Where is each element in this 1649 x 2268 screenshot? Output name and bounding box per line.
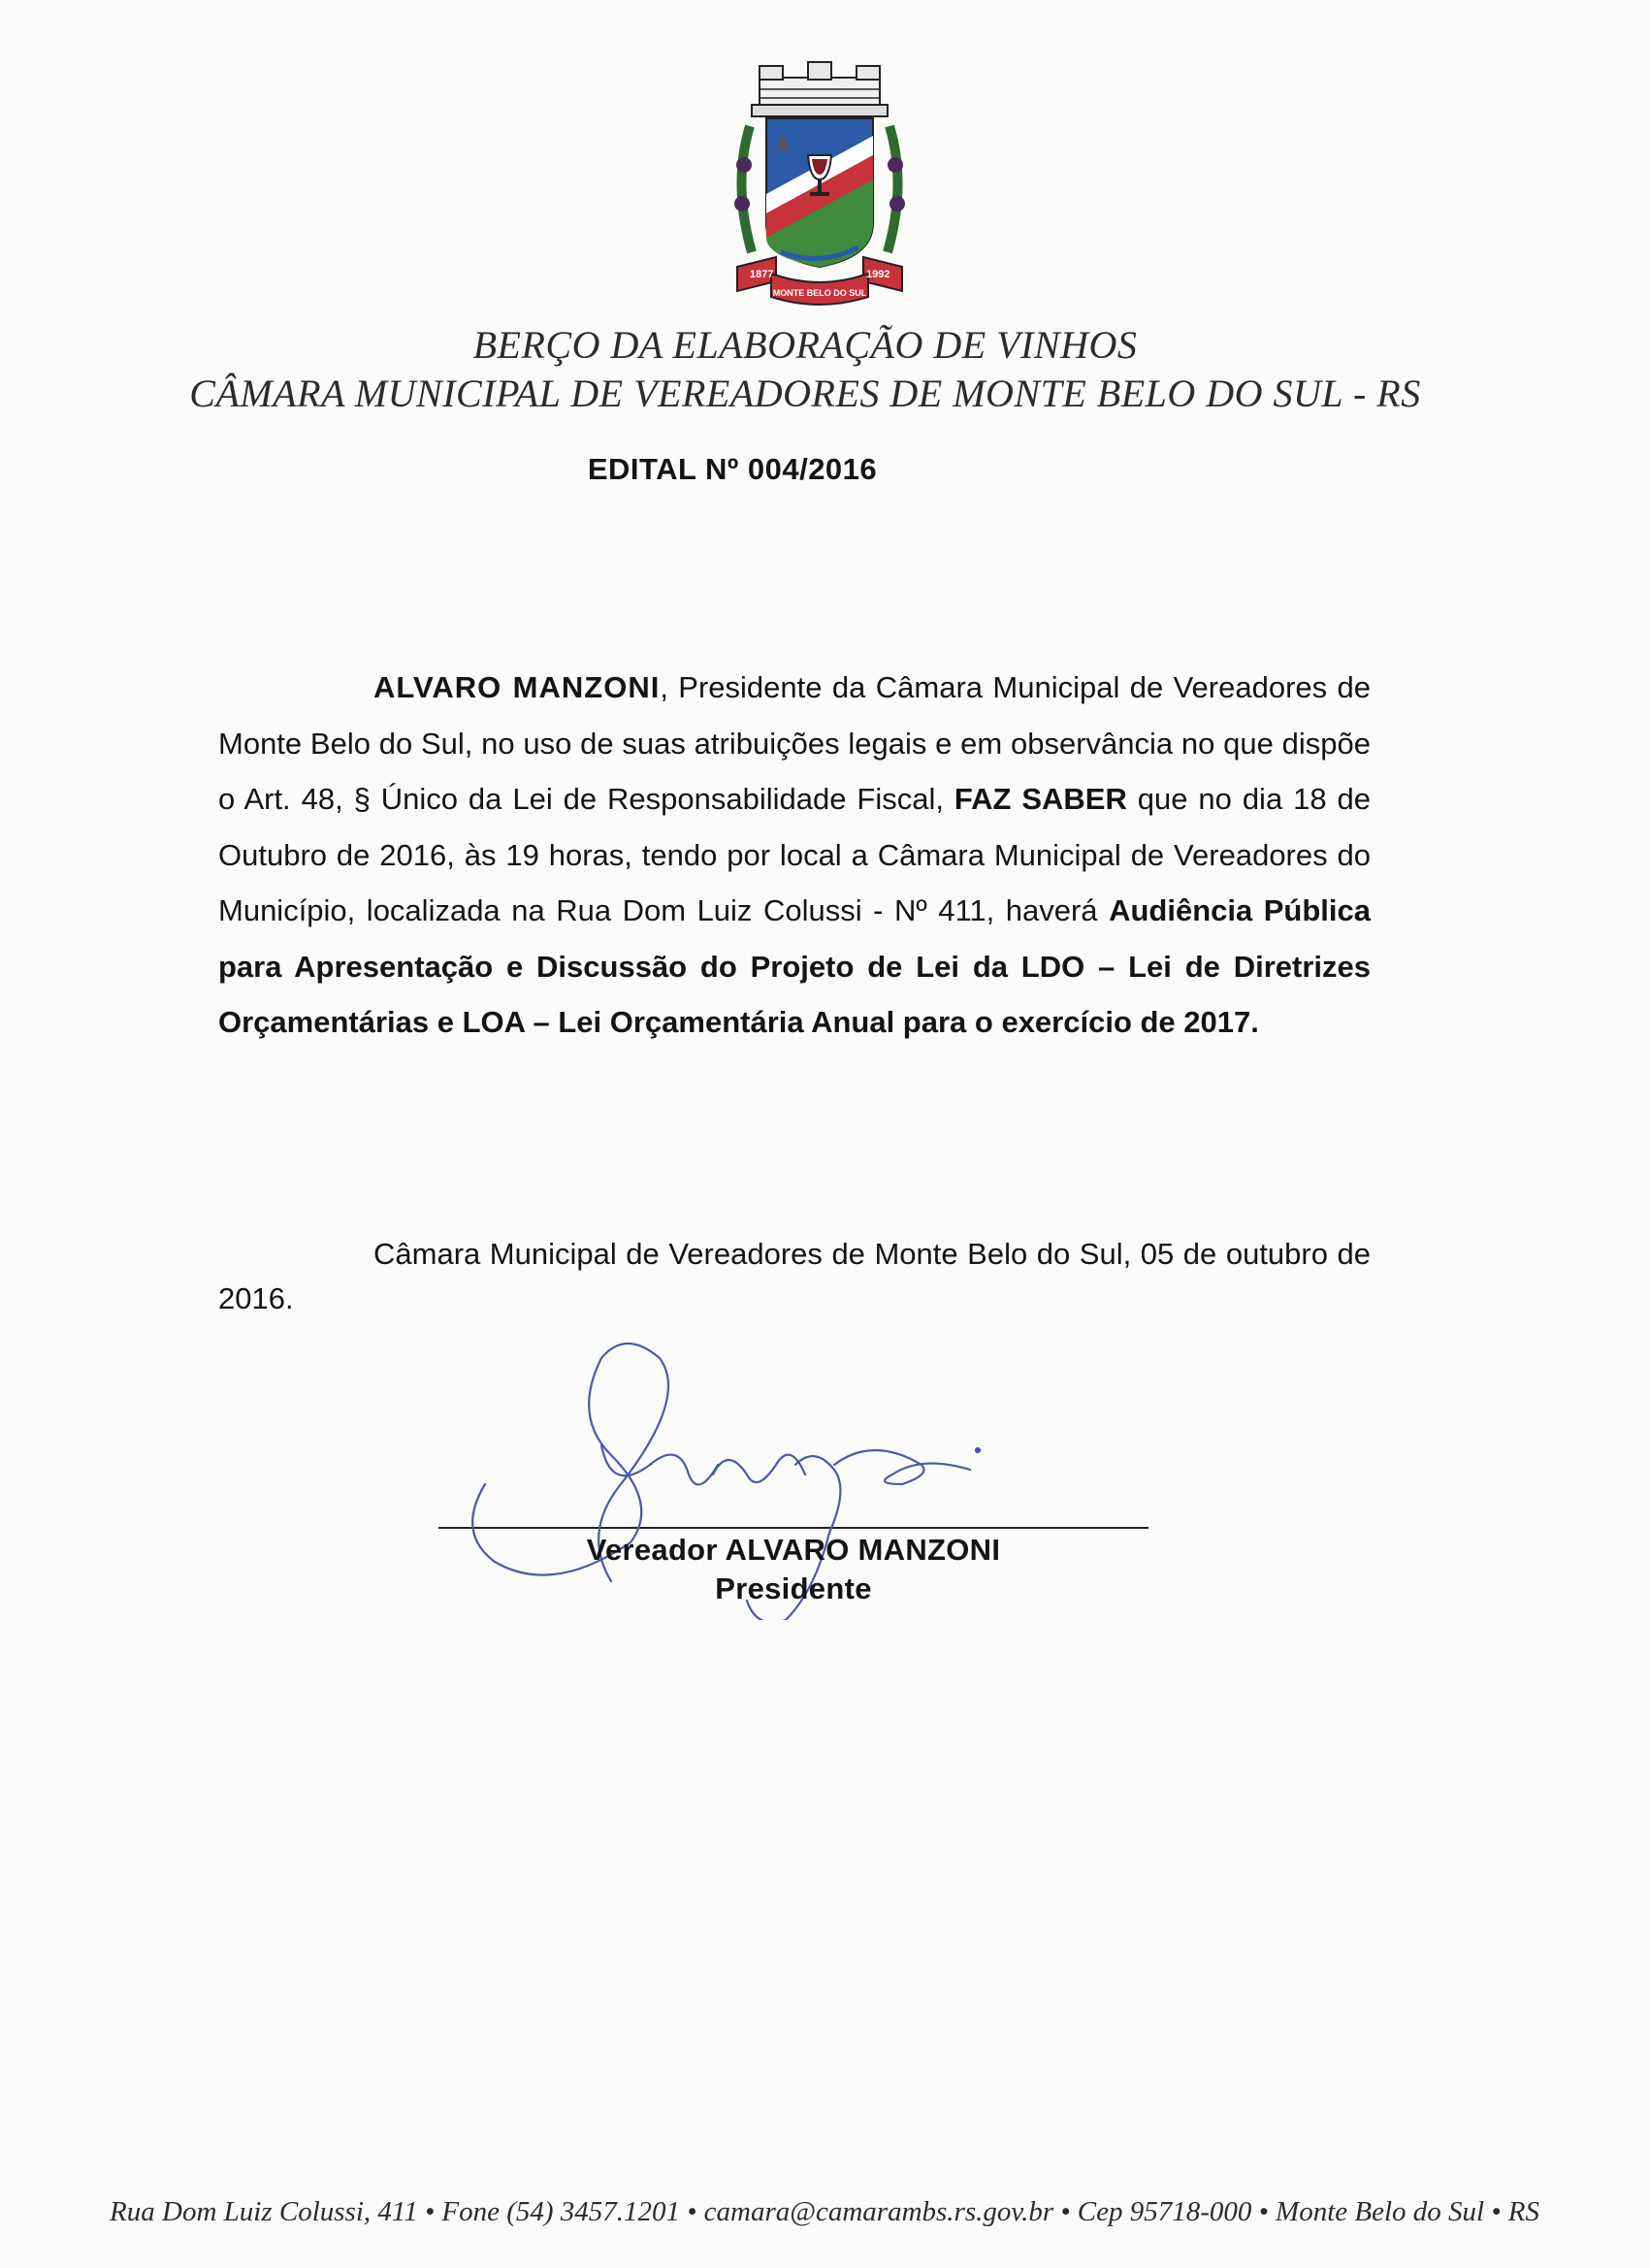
crest-year-left: 1877 xyxy=(750,269,774,280)
body-text-part2: que no dia 18 de Outubro de 2016, às 19 horas, tendo por local a Câmara Municipal de Vereadores do Município, localizada na Rua Dom Luiz Colussi - Nº 411, haverá xyxy=(218,782,1371,927)
signer-name: Vereador ALVARO MANZONI xyxy=(586,1533,1001,1567)
president-name: ALVARO MANZONI xyxy=(373,670,661,704)
header-institution: CÂMARA MUNICIPAL DE VEREADORES DE MONTE BELO DO SUL - RS xyxy=(189,372,1421,415)
faz-saber: FAZ SABER xyxy=(954,782,1127,816)
municipal-coat-of-arms xyxy=(723,58,917,310)
signer-role: Presidente xyxy=(715,1571,872,1605)
mural-crown xyxy=(752,62,888,116)
shield xyxy=(766,118,873,267)
closing-paragraph xyxy=(218,1232,1371,1321)
place-and-date: Câmara Municipal de Vereadores de Monte Belo do Sul, 05 de outubro de 2016. xyxy=(218,1237,1371,1315)
body-paragraph xyxy=(218,660,1371,1051)
document-title: EDITAL Nº 004/2016 xyxy=(587,452,878,486)
crest-year-right: 1992 xyxy=(866,269,890,280)
header-motto: BERÇO DA ELABORAÇÃO DE VINHOS xyxy=(472,323,1138,367)
body-text-part1: , Presidente da Câmara Municipal de Vereadores de Monte Belo do Sul, no uso de suas atribuições legais e em observância no que dispõe o Art. 48, § Único da Lei de Responsabilidade Fiscal, xyxy=(218,670,1371,816)
crest-banner-text: MONTE BELO DO SUL xyxy=(772,288,867,298)
footer-address: Rua Dom Luiz Colussi, 411 • Fone (54) 3457.1201 • camara@camarambs.rs.gov.br • Cep 95718-000 • Monte Belo do Sul • RS xyxy=(110,2196,1539,2227)
hearing-subject: Audiência Pública para Apresentação e Discussão do Projeto de Lei da LDO – Lei de Diretrizes Orçamentárias e LOA – Lei Orçamentária Anual para o exercício de 2017. xyxy=(218,893,1371,1039)
